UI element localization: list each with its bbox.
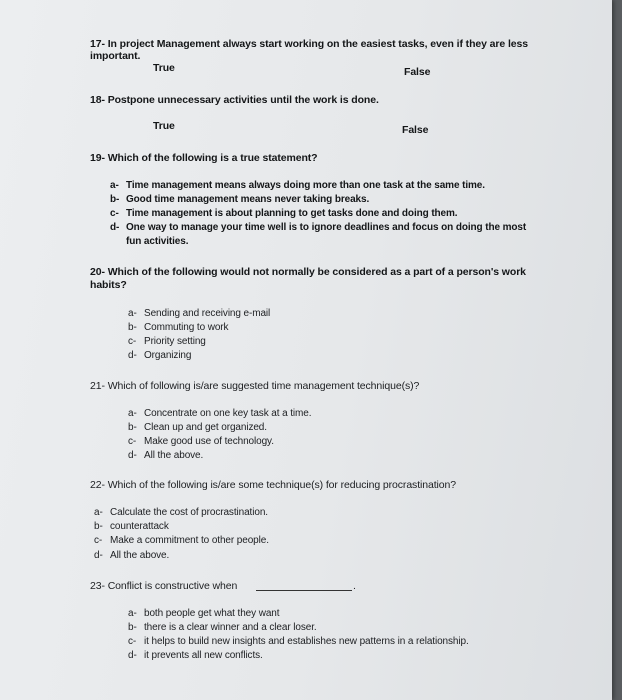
q22-option-b[interactable]	[94, 521, 169, 532]
option-marker: d-	[128, 450, 137, 461]
q19-text: 19- Which of the following is a true statement?	[90, 152, 318, 164]
q22-option-d[interactable]	[94, 550, 169, 561]
option-text: Organizing	[144, 350, 192, 361]
q17-text-line1: 17- In project Management always start working on the easiest tasks, even if they are less	[90, 38, 529, 50]
option-marker: c-	[128, 636, 137, 647]
q17-text-line2: important.	[90, 50, 141, 62]
q19-option-a[interactable]	[110, 180, 485, 191]
q21-option-b[interactable]	[128, 422, 267, 433]
option-text: there is a clear winner and a clear loser.	[144, 622, 317, 633]
option-text: Good time management means never taking breaks.	[126, 194, 370, 205]
option-marker: a-	[128, 308, 137, 319]
option-marker: b-	[94, 521, 103, 532]
q23-option-a[interactable]	[128, 608, 279, 619]
q20-option-c[interactable]	[128, 336, 206, 347]
q17-false-option[interactable]: False	[404, 66, 431, 78]
q20-text-line2: habits?	[90, 279, 127, 291]
option-marker: d-	[110, 222, 120, 233]
q18-text: 18- Postpone unnecessary activities until the work is done.	[90, 94, 379, 106]
q22-option-a[interactable]	[94, 507, 268, 518]
option-marker: a-	[110, 180, 119, 191]
option-text: All the above.	[110, 550, 170, 561]
option-marker: d-	[94, 550, 103, 561]
option-marker: c-	[128, 336, 137, 347]
q23-period: .	[353, 580, 356, 592]
q20-text-line1: 20- Which of the following would not normally be considered as a part of a person's work	[90, 266, 526, 278]
q23-text: 23- Conflict is constructive when	[90, 580, 238, 592]
option-text: Priority setting	[144, 336, 206, 347]
q20-option-d[interactable]	[128, 350, 191, 361]
option-marker: b-	[128, 422, 137, 433]
option-marker: c-	[110, 208, 119, 219]
q21-text: 21- Which of following is/are suggested time management technique(s)?	[90, 380, 420, 392]
q23-option-b[interactable]	[128, 622, 317, 633]
q22-option-c[interactable]	[94, 535, 269, 546]
q21-option-a[interactable]	[128, 408, 311, 419]
option-marker: a-	[128, 608, 137, 619]
option-text: One way to manage your time well is to ignore deadlines and focus on doing the most	[126, 222, 527, 233]
option-marker: b-	[128, 622, 137, 633]
option-text: it helps to build new insights and establishes new patterns in a relationship.	[144, 636, 469, 647]
q20-option-a[interactable]	[128, 308, 270, 319]
option-text: Make good use of technology.	[144, 436, 274, 447]
q19-option-b[interactable]	[110, 194, 369, 205]
option-text: Make a commitment to other people.	[110, 535, 269, 546]
option-text: Calculate the cost of procrastination.	[110, 507, 268, 518]
option-marker: c-	[128, 436, 137, 447]
option-marker: d-	[128, 350, 137, 361]
q23-option-c[interactable]	[128, 636, 469, 647]
option-marker: b-	[128, 322, 137, 333]
q19-option-c[interactable]	[110, 208, 457, 219]
option-marker: a-	[94, 507, 103, 518]
option-text: Commuting to work	[144, 322, 229, 333]
option-marker: b-	[110, 194, 120, 205]
q18-true-option[interactable]: True	[153, 120, 175, 132]
option-text: it prevents all new conflicts.	[144, 650, 263, 661]
option-marker: d-	[128, 650, 137, 661]
q21-option-c[interactable]	[128, 436, 274, 447]
q17-true-option[interactable]: True	[153, 62, 175, 74]
option-text: Clean up and get organized.	[144, 422, 267, 433]
option-text: Time management means always doing more than one task at the same time.	[126, 180, 485, 191]
option-text: All the above.	[144, 450, 204, 461]
q23-option-d[interactable]	[128, 650, 263, 661]
q21-option-d[interactable]	[128, 450, 203, 461]
option-marker: a-	[128, 408, 137, 419]
option-text: counterattack	[110, 521, 169, 532]
option-text: both people get what they want	[144, 608, 280, 619]
option-text: Concentrate on one key task at a time.	[144, 408, 312, 419]
q20-option-b[interactable]	[128, 322, 228, 333]
q22-text: 22- Which of the following is/are some technique(s) for reducing procrastination?	[90, 479, 457, 491]
q19-option-d[interactable]	[110, 222, 526, 233]
option-text: Sending and receiving e-mail	[144, 308, 271, 319]
q18-false-option[interactable]: False	[402, 124, 429, 136]
option-text: Time management is about planning to get tasks done and doing them.	[126, 208, 458, 219]
option-marker: c-	[94, 535, 103, 546]
q23-answer-blank[interactable]	[256, 590, 352, 591]
q19-option-d-line2: fun activities.	[126, 236, 189, 247]
